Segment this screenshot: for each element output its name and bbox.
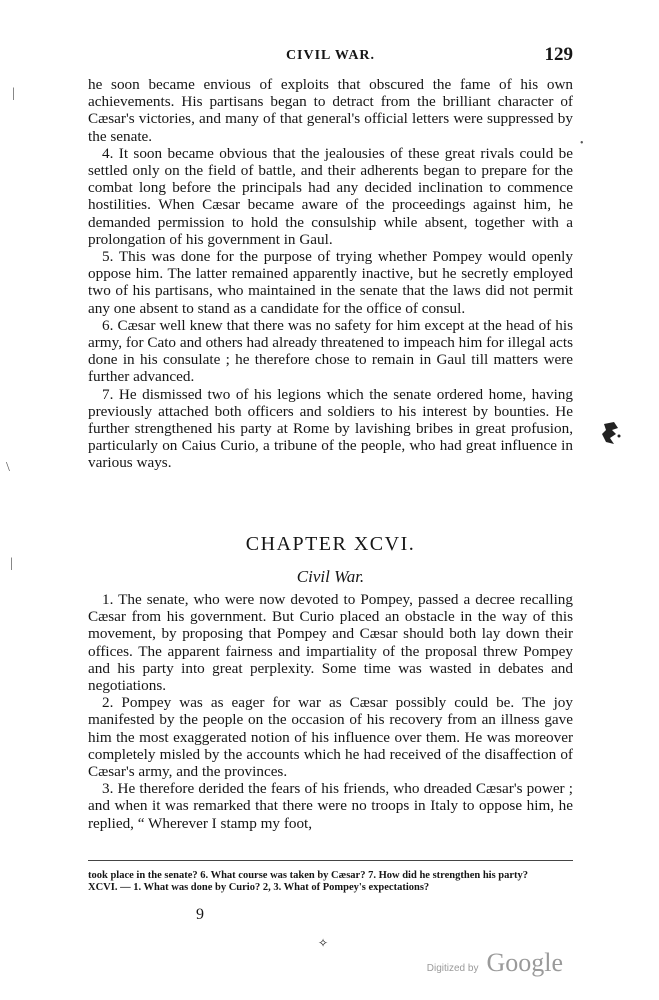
body-text-chapter xyxy=(88,591,573,832)
paragraph-3: 3. He therefore derided the fears of his friends, who dreaded Cæsar's power ; and when it was remarked that there were no troops in Italy to oppose him, he replied, “ Wherever I stamp my foot, xyxy=(88,780,573,832)
paragraph-5: 5. This was done for the purpose of trying whether Pompey would openly oppose him. The latter remained apparently inactive, but he secretly employed two of his partisans, who maintained in the senate that the laws did not permit any one absent to stand as a candidate for the office of consul. xyxy=(88,248,573,317)
footnote-divider xyxy=(88,860,573,861)
watermark xyxy=(427,948,563,978)
chapter-subtitle: Civil War. xyxy=(296,567,365,586)
footnote-line: took place in the senate? 6. What course was taken by Cæsar? 7. How did he strengthen his party? xyxy=(88,870,529,881)
running-header xyxy=(88,44,573,68)
paragraph-continued: he soon became envious of exploits that obscured the fame of his own achievements. His partisans began to detract from the brilliant character of Cæsar's victories, and many of that general's official letters were suppressed by the senate. xyxy=(88,76,573,145)
page-number: 129 xyxy=(544,44,573,65)
signature-mark: 9 xyxy=(196,906,204,923)
margin-dot: • xyxy=(580,138,584,149)
footnote-line: XCVI. — 1. What was done by Curio? 2, 3. What of Pompey's expectations? xyxy=(88,882,430,893)
margin-mark: | xyxy=(12,86,15,101)
paragraph-4: 4. It soon became obvious that the jealousies of these great rivals could be settled only on the field of battle, and their adherents began to prepare for the combat long before the principals had any decided inclination to commence hostilities. When Cæsar became aware of the proceedings against him, he demanded permission to hold the consulship while absent, together with a prolongation of his government in Gaul. xyxy=(88,144,573,248)
paragraph-7: 7. He dismissed two of his legions which the senate ordered home, having previously attached both officers and soldiers to his interest by bounties. He further strengthened his party at Rome by lavishing bribes in great profusion, particularly on Caius Curio, a tribune of the people, who had great influence in various ways. xyxy=(88,385,573,472)
watermark-prefix: Digitized by xyxy=(426,963,479,974)
paragraph-6: 6. Cæsar well knew that there was no safety for him except at the head of his army, for Cato and others had already threatened to impeach him for illegal acts done in his consulate ; he therefore chose to remain in Gaul till matters were further advanced. xyxy=(88,316,573,386)
watermark-brand: Google xyxy=(486,948,563,977)
margin-mark: | xyxy=(10,556,13,571)
margin-mark: \ xyxy=(6,460,10,475)
running-title: CIVIL WAR. xyxy=(285,48,376,63)
ornament-icon: ✧ xyxy=(318,936,329,950)
body-text-top xyxy=(88,76,573,472)
chapter-heading: CHAPTER XCVI. xyxy=(245,533,416,555)
footnotes xyxy=(88,870,573,894)
ink-blot xyxy=(600,420,622,446)
paragraph-1: 1. The senate, who were now devoted to Pompey, passed a decree recalling Cæsar from his government. But Curio placed an obstacle in the way of this movement, by proposing that Pompey and Cæsar should both lay down their offices. The apparent fairness and impartiality of the proposal threw Pompey and his party into great perplexity. Some time was wasted in debates and negotiations. xyxy=(88,591,573,695)
paragraph-2: 2. Pompey was as eager for war as Cæsar possibly could be. The joy manifested by the people on the occasion of his recovery from an illness gave him the most exaggerated notion of his influence over them. He was moreover completely misled by the accounts which he had received of the disaffection of Cæsar's army, and the provinces. xyxy=(88,694,573,781)
